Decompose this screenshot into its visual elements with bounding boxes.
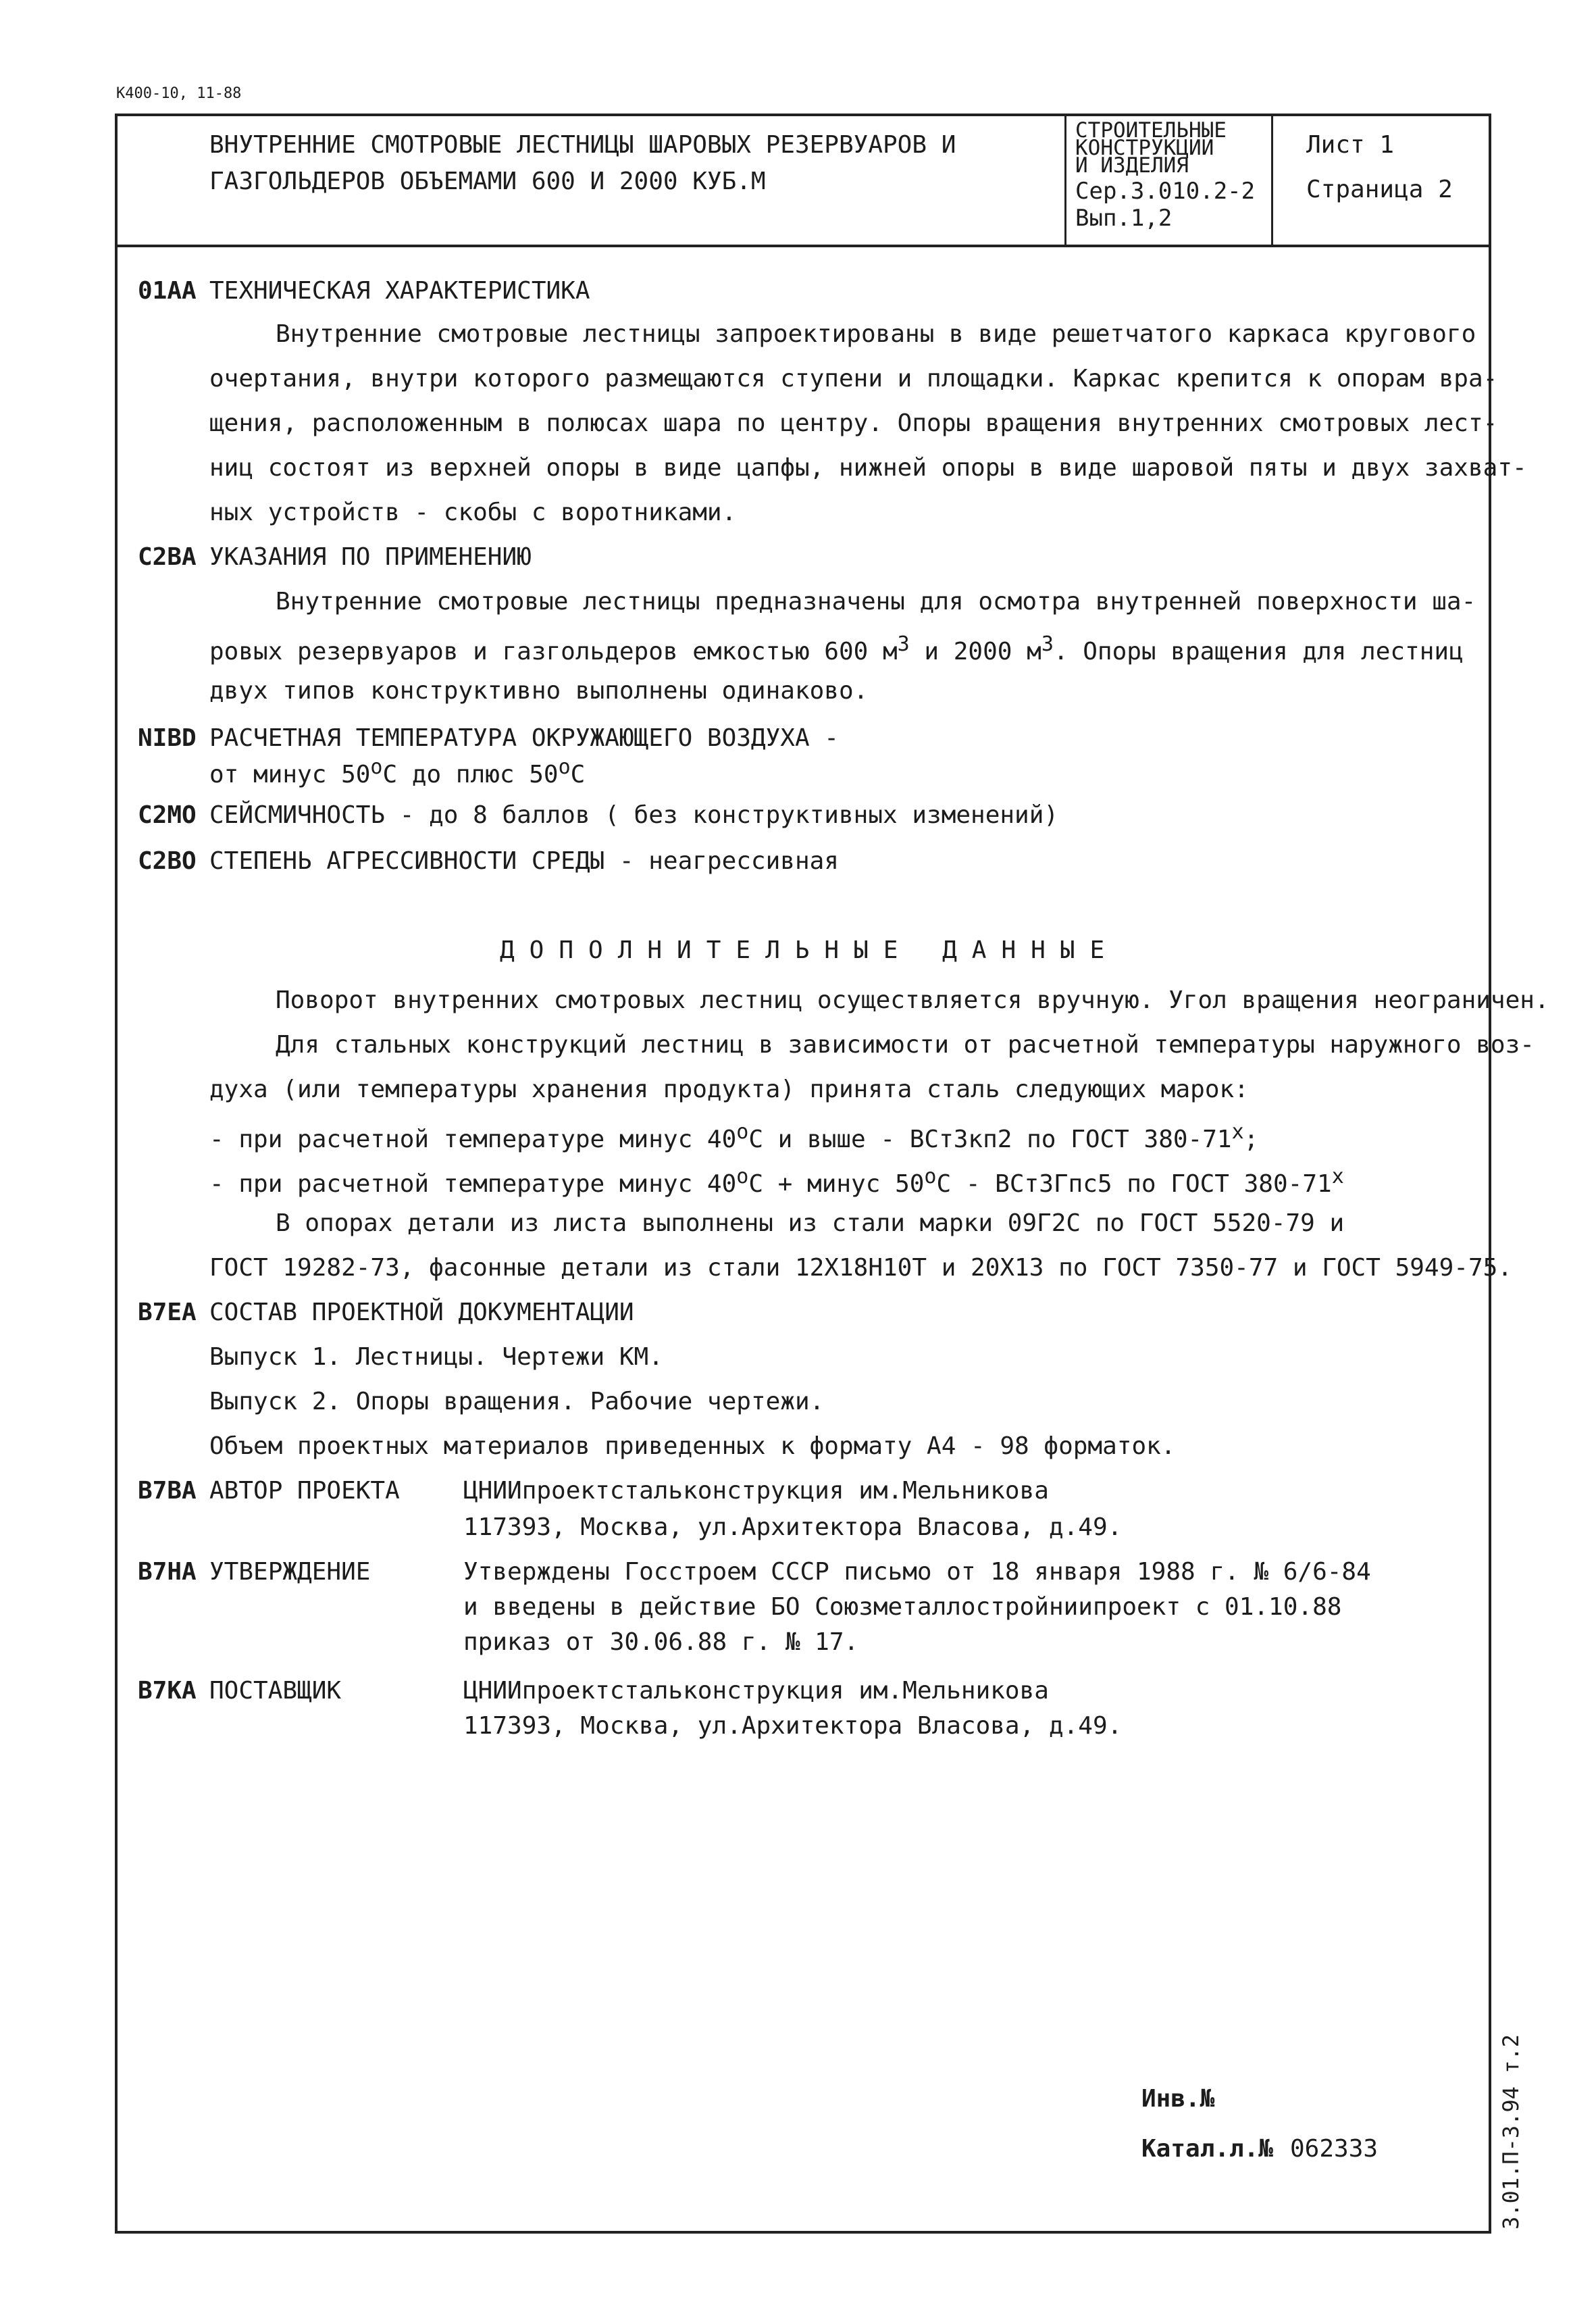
approval-line-3: приказ от 30.06.88 г. № 17. (463, 1628, 859, 1656)
tech-heading: ТЕХНИЧЕСКАЯ ХАРАКТЕРИСТИКА (209, 277, 590, 305)
header-separator-1 (1064, 114, 1066, 246)
additional-p5-line-1: В опорах детали из листа выполнены из стали марки 09Г2С по ГОСТ 5520-79 и (276, 1209, 1345, 1237)
header-series-line-3: И ИЗДЕЛИЯ (1075, 153, 1189, 178)
supplier-label: ПОСТАВЩИК (209, 1677, 342, 1705)
temp-heading: РАСЧЕТНАЯ ТЕМПЕРАТУРА ОКРУЖАЮЩЕГО ВОЗДУХА - (209, 724, 839, 752)
additional-steel-1: - при расчетной температуре минус $40^оС$ и выше - ВСт3кп2 по ГОСТ $380-71^х$; (209, 1120, 1259, 1153)
supplier-line-2: 117393, Москва, ул.Архитектора Власова, д.49. (463, 1712, 1123, 1740)
aggressiveness-text: СТЕПЕНЬ АГРЕССИВНОСТИ СРЕДЫ - неагрессивная (209, 847, 839, 875)
header-series-line-2: КОНСТРУКЦИИ (1075, 136, 1214, 160)
seismic-code: С2МО (138, 801, 197, 829)
author-code: В7ВА (138, 1477, 197, 1505)
additional-p2-line-2: духа (или температуры хранения продукта) принята сталь следующих марок: (209, 1076, 1249, 1103)
additional-p5-line-2: ГОСТ 19282-73, фасонные детали из стали 12Х18Н10Т и 20Х13 по ГОСТ 7350-77 и ГОСТ 5949-75. (209, 1254, 1512, 1282)
approval-line-1: Утверждены Госстроем СССР письмо от 18 января 1988 г. № 6/6-84 (463, 1558, 1371, 1586)
composition-item-3: Объем проектных материалов приведенных к формату А4 - 98 форматок. (209, 1432, 1176, 1460)
author-line-2: 117393, Москва, ул.Архитектора Власова, д.49. (463, 1513, 1123, 1541)
additional-p2-line-1: Для стальных конструкций лестниц в зависимости от расчетной температуры наружного воз- (276, 1031, 1535, 1059)
usage-line-1: Внутренние смотровые лестницы предназначены для осмотра внутренней поверхности ша- (276, 588, 1476, 615)
document-code: К400-10, 11-88 (116, 85, 242, 102)
author-line-1: ЦНИИпроектстальконструкция им.Мельникова (463, 1477, 1049, 1505)
supplier-line-1: ЦНИИпроектстальконструкция им.Мельникова (463, 1677, 1049, 1705)
usage-line-3: двух типов конструктивно выполнены одинаково. (209, 677, 869, 705)
catalog-number: 062333 (1290, 2135, 1379, 2163)
tech-line-1: Внутренние смотровые лестницы запроектированы в виде решетчатого каркаса кругового (276, 320, 1476, 348)
tech-line-3: щения, расположенным в полюсах шара по центру. Опоры вращения внутренних смотровых лест- (209, 409, 1498, 437)
usage-code: С2ВА (138, 543, 197, 571)
composition-item-1: Выпуск 1. Лестницы. Чертежи КМ. (209, 1343, 663, 1371)
supplier-code: В7КА (138, 1677, 197, 1705)
header-title-line-2: ГАЗГОЛЬДЕРОВ ОБЪЕМАМИ 600 И 2000 КУБ.М (209, 168, 766, 195)
header-separator-2 (1271, 114, 1273, 246)
temp-code: NIBD (138, 724, 197, 752)
header-series-line-1: СТРОИТЕЛЬНЫЕ (1075, 118, 1227, 143)
header-page: Страница 2 (1306, 176, 1453, 203)
additional-title: ДОПОЛНИТЕЛЬНЫЕ ДАННЫЕ (500, 936, 1120, 964)
catalog-label: Катал.л.№ (1141, 2135, 1274, 2163)
additional-p1: Поворот внутренних смотровых лестниц осуществляется вручную. Угол вращения неограничен. (276, 986, 1549, 1014)
composition-item-2: Выпуск 2. Опоры вращения. Рабочие чертежи. (209, 1388, 825, 1415)
temp-range: от минус $50^оС$ до плюс $50^оС$ (209, 755, 586, 788)
header-series-number: Сер.3.010.2-2 (1075, 178, 1256, 205)
approval-code: В7НА (138, 1558, 197, 1586)
header-title-line-1: ВНУТРЕННИЕ СМОТРОВЫЕ ЛЕСТНИЦЫ ШАРОВЫХ РЕЗЕРВУАРОВ И (209, 131, 956, 159)
seismic-text: СЕЙСМИЧНОСТЬ - до 8 баллов ( без конструктивных изменений) (209, 801, 1059, 829)
tech-line-5: ных устройств - скобы с воротниками. (209, 499, 737, 526)
approval-line-2: и введены в действие БО Союзметаллостройниипроект с 01.10.88 (463, 1593, 1342, 1621)
tech-line-4: ниц состоят из верхней опоры в виде цапфы, нижней опоры в виде шаровой пяты и двух захват- (209, 454, 1527, 482)
usage-heading: УКАЗАНИЯ ПО ПРИМЕНЕНИЮ (209, 543, 532, 571)
tech-line-2: очертания, внутри которого размещаются ступени и площадки. Каркас крепится к опорам вра- (209, 365, 1498, 393)
header-sheet: Лист 1 (1306, 131, 1395, 159)
usage-line-2: ровых резервуаров и газгольдеров емкостью 600 $м^3$ и 2000 $м^3$. Опоры вращения для лестниц (209, 632, 1464, 665)
composition-heading: СОСТАВ ПРОЕКТНОЙ ДОКУМЕНТАЦИИ (209, 1299, 634, 1326)
additional-steel-2: - при расчетной температуре минус $40^оС$ + минус $50^оС - ВСт3Гпс5$ по ГОСТ $380-71^х$ (209, 1165, 1344, 1198)
side-series-code: 3.01.П-3.94 т.2 (1498, 2034, 1524, 2230)
aggressiveness-code: С2ВО (138, 847, 197, 875)
tech-code: 01АА (138, 277, 197, 305)
inventory-number: Инв.№ (1141, 2085, 1215, 2113)
author-label: АВТОР ПРОЕКТА (209, 1477, 400, 1505)
header-issue: Вып.1,2 (1075, 205, 1173, 232)
composition-code: В7ЕА (138, 1299, 197, 1326)
approval-label: УТВЕРЖДЕНИЕ (209, 1558, 371, 1586)
header-divider (115, 245, 1491, 247)
